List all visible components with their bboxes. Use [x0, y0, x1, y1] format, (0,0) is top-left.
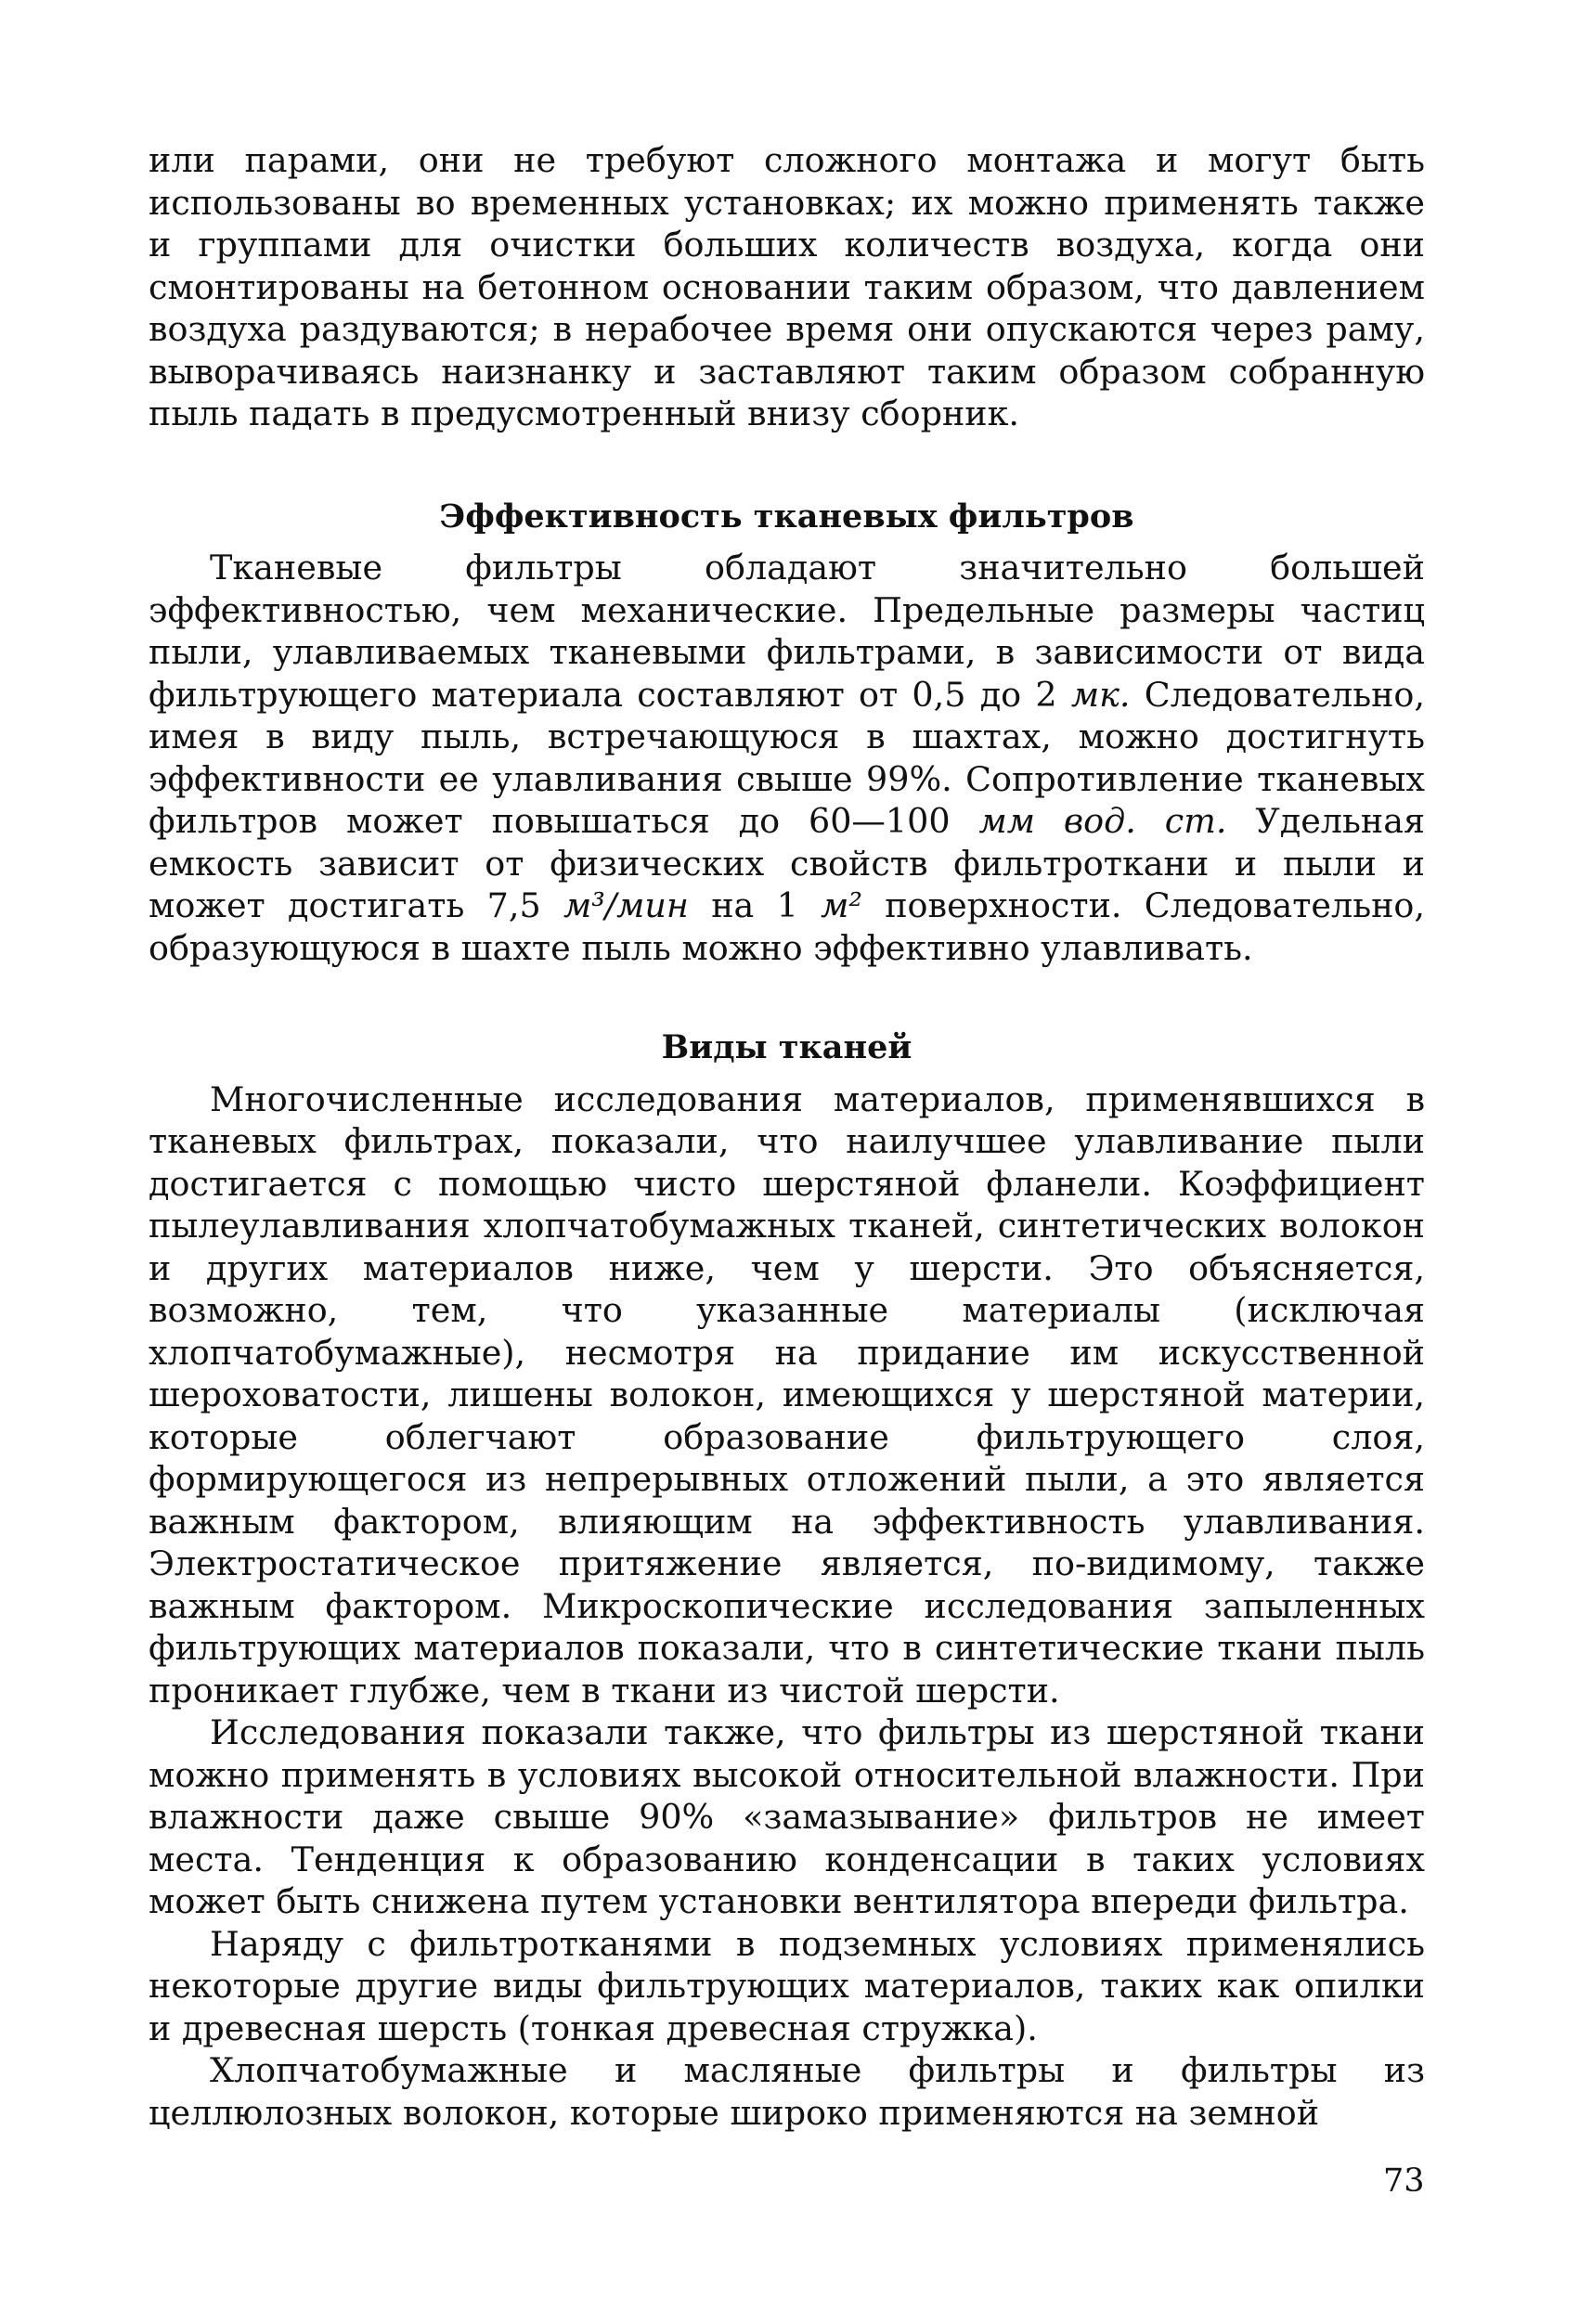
fabric-types-paragraph: Исследования показали также, что фильтры из шерстяной ткани можно применять в условиях высокой относительной влажности. При влажности даже свыше 90% «замазывание» фильтров не имеет места. Тенденция к образованию конденсации в таких условиях может быть снижена путем установки вентилятора впереди фильтра. — [149, 1712, 1425, 1921]
intro-paragraph: или парами, они не требуют сложного монтажа и могут быть использованы во временных установках; их можно применять также и группами для очистки больших количеств воздуха, когда они смонтированы на бетонном основании таким образом, что давлением воздуха раздуваются; в нерабочее время они опускаются через раму, выворачиваясь наизнанку и заставляют таким образом собранную пыль падать в предусмотренный внизу сборник. — [149, 140, 1425, 433]
text-run: на 1 — [688, 885, 822, 925]
section-heading-fabric-filter-efficiency: Эффективность тканевых фильтров — [439, 497, 1134, 536]
document-page — [149, 139, 1425, 2134]
unit-m2: м² — [821, 885, 862, 925]
text-run: Тканевые фильтры обладают значительно большей эффективностью, чем механические. Предельные размеры частиц пыли, улавливаемых тканевыми фильтрами, в зависимости от вида фильтрующего материала составляют от 0,5 до 2 — [149, 548, 1425, 715]
fabric-types-paragraph: Многочисленные исследования материалов, применявшихся в тканевых фильтрах, показали, что наилучшее улавливание пыли достигается с помощью чисто шерстяной фланели. Коэффициент пылеулавливания хлопчатобумажных тканей, синтетических волокон и других материалов ниже, чем у шерсти. Это объясняется, возможно, тем, что указанные материалы (исключая хлопчатобумажные), несмотря на придание им искусственной шероховатости, лишены волокон, имеющихся у шерстяной материи, которые облегчают образование фильтрующего слоя, формирующегося из непрерывных отложений пыли, а это является важным фактором, влияющим на эффективность улавливания. Электростатическое притяжение является, по-видимому, также важным фактором. Микроскопические исследования запыленных фильтрующих материалов показали, что в синтетические ткани пыль проникает глубже, чем в ткани из чистой шерсти. — [149, 1078, 1425, 1711]
fabric-types-paragraph: Хлопчатобумажные и масляные фильтры и фильтры из целлюлозных волокон, которые широко применяются на земной — [149, 2050, 1425, 2133]
fabric-filter-efficiency-paragraph — [149, 547, 1425, 969]
text-run: Следовательно, имея в виду пыль, встречающуюся в шахтах, можно достигнуть эффективности ее улавливания свыше 99%. Сопротивление тканевых фильтров может повышаться до 60—100 — [149, 674, 1426, 841]
section-heading-fabric-types: Виды тканей — [661, 1028, 912, 1066]
unit-micron: мк. — [1070, 674, 1131, 715]
fabric-types-paragraph: Наряду с фильтротканями в подземных условиях применялись некоторые другие виды фильтрующих материалов, таких как опилки и древесная шерсть (тонкая древесная стружка). — [149, 1923, 1425, 2048]
page-number: 73 — [1383, 2163, 1425, 2200]
text-run: Удельная емкость зависит от физических свойств фильтроткани и пыли и может достигать 7,5 — [149, 801, 1425, 925]
unit-mm-water: мм вод. ст. — [978, 801, 1227, 841]
text-run: поверхности. Следовательно, образующуюся в шахте пыль можно эффективно улавливать. — [149, 885, 1425, 968]
unit-m3-per-min: м³/мин — [563, 885, 689, 925]
